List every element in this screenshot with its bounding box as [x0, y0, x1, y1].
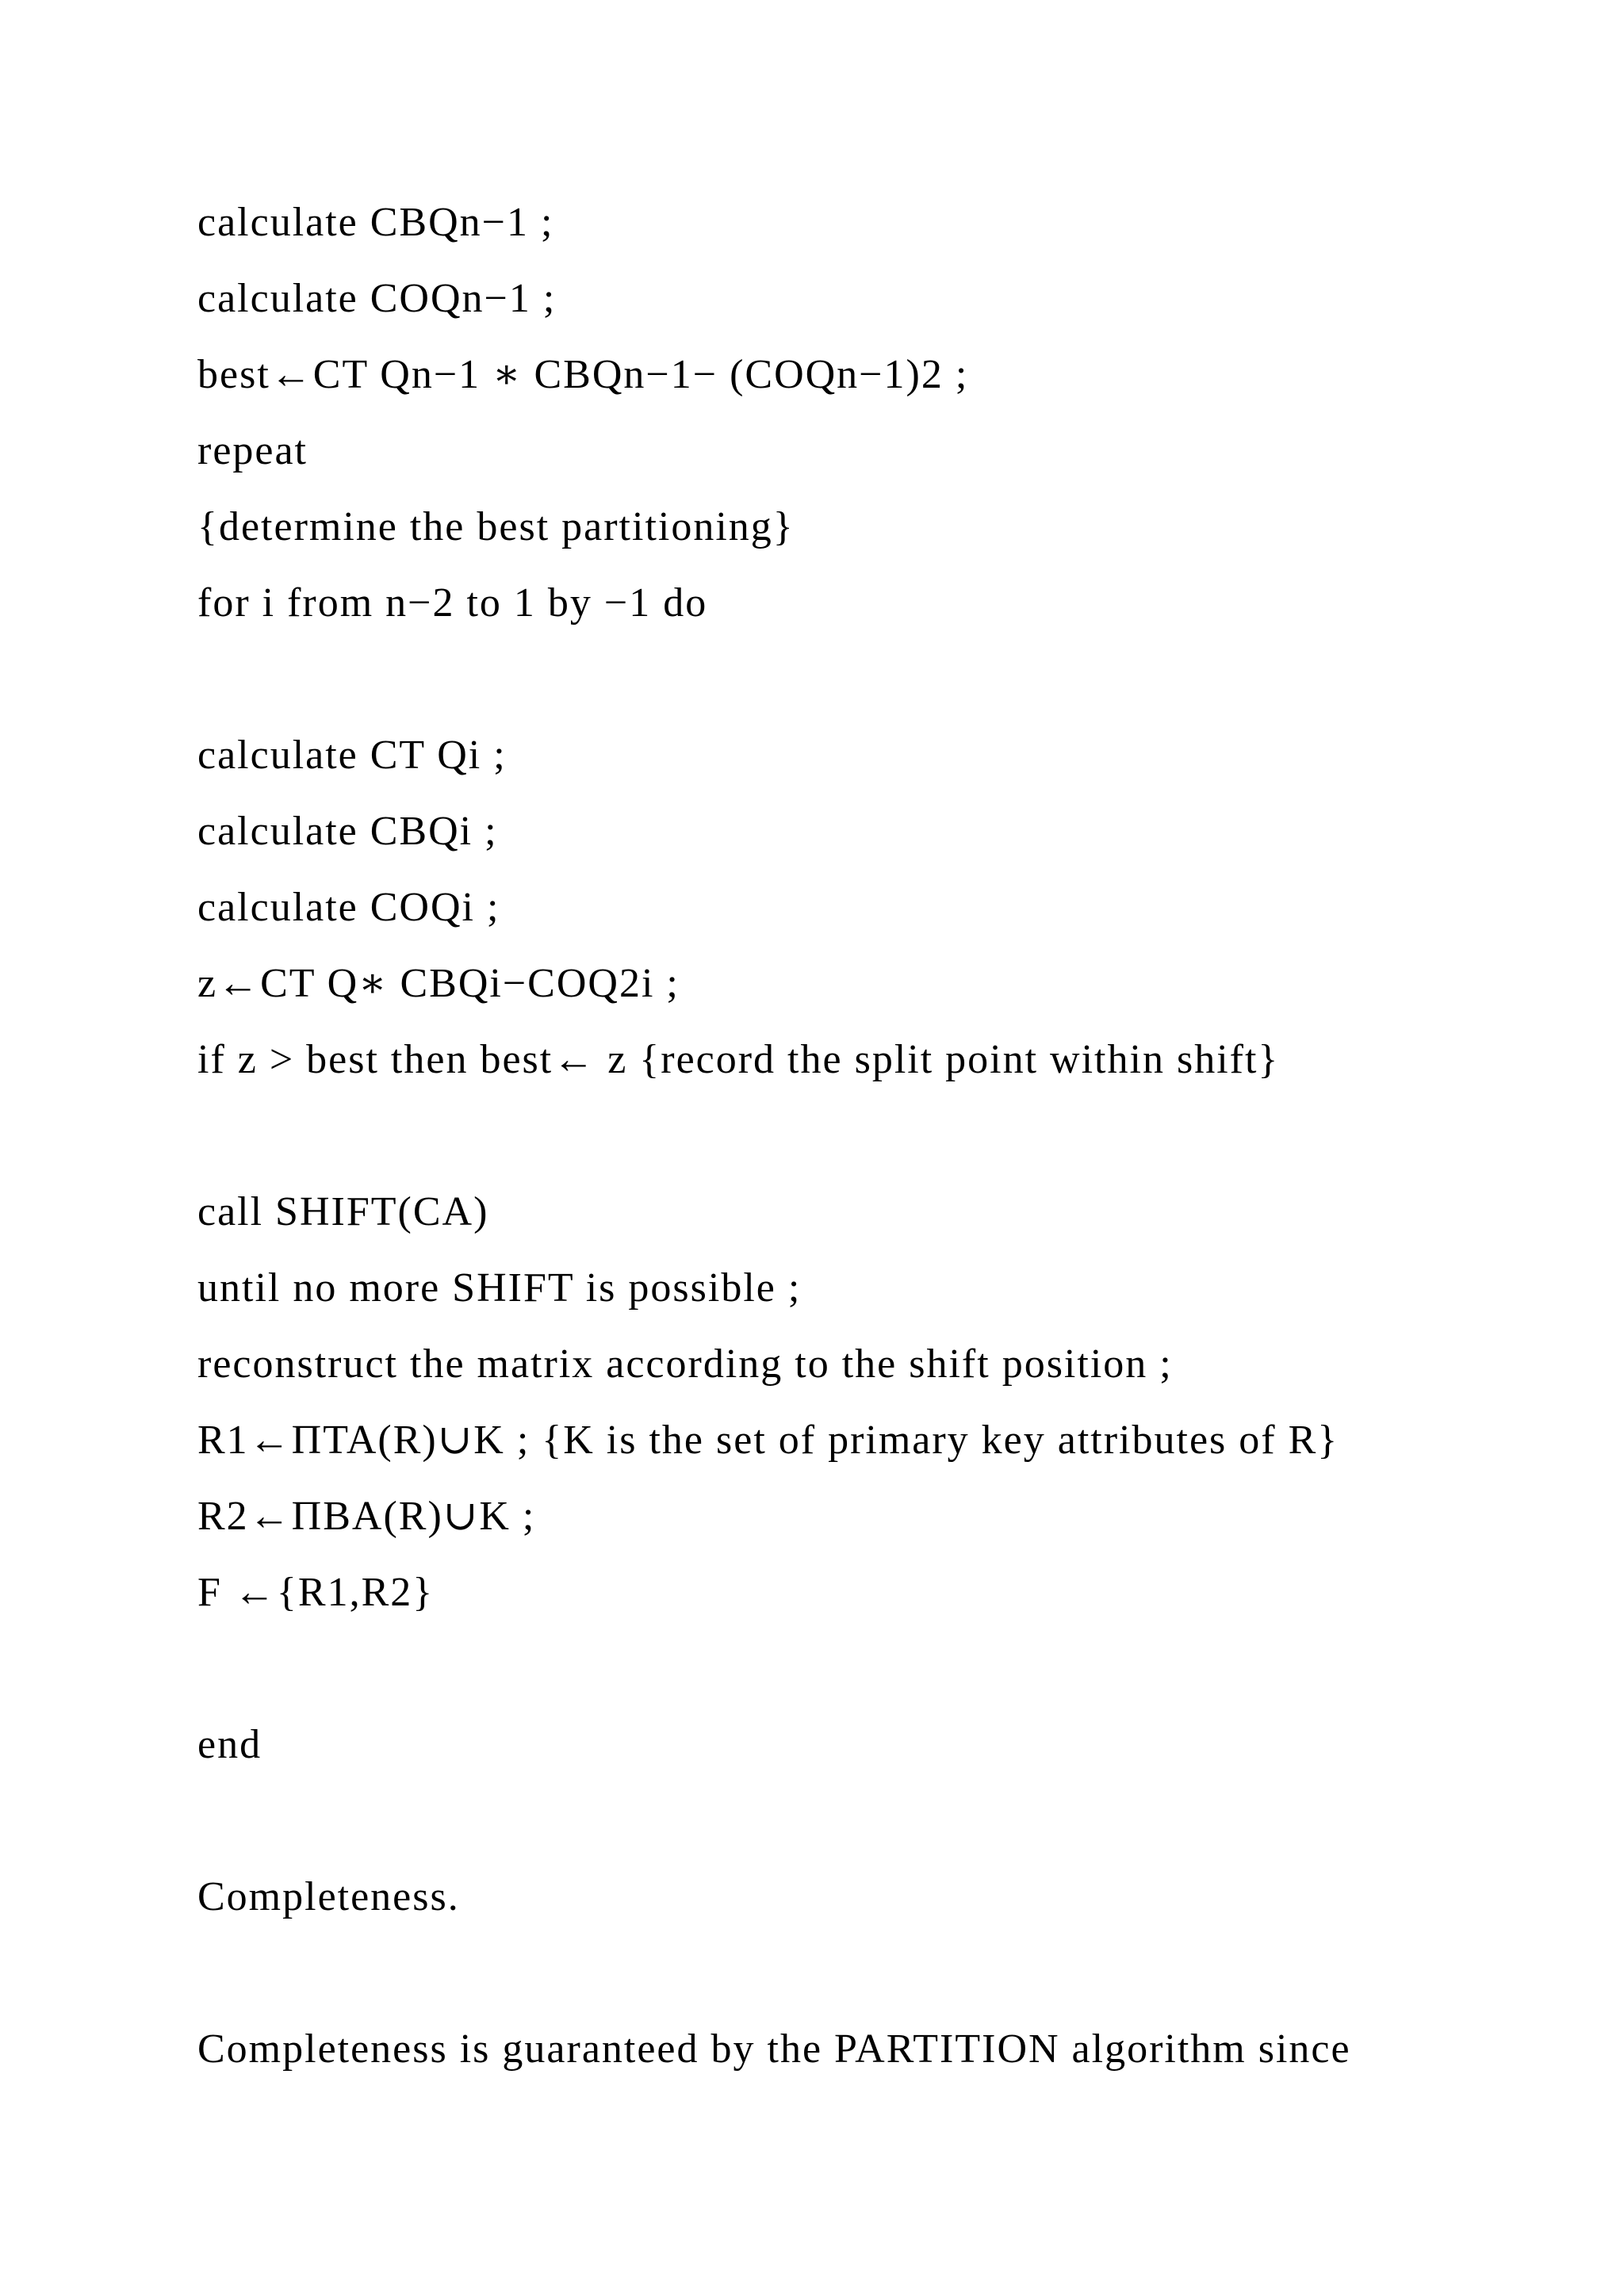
algorithm-line: z←CT Q∗ CBQi−COQ2i ; — [197, 961, 680, 1006]
algorithm-line: for i from n−2 to 1 by −1 do — [197, 580, 708, 626]
section-heading: Completeness. — [197, 1874, 460, 1919]
algorithm-line: F ←{R1,R2} — [197, 1570, 435, 1615]
algorithm-line: call SHIFT(CA) — [197, 1189, 489, 1234]
paragraph-text: Completeness is guaranteed by the PARTITION algorithm since — [197, 2026, 1351, 2072]
algorithm-line: calculate CBQi ; — [197, 809, 498, 854]
algorithm-line: if z > best then best← z {record the split point within shift} — [197, 1037, 1280, 1082]
algorithm-end: end — [197, 1722, 262, 1767]
algorithm-line: R1←ΠTA(R)∪K ; {K is the set of primary key attributes of R} — [197, 1418, 1339, 1463]
algorithm-line: reconstruct the matrix according to the shift position ; — [197, 1341, 1173, 1387]
algorithm-line: calculate COQi ; — [197, 885, 500, 930]
algorithm-line: until no more SHIFT is possible ; — [197, 1265, 802, 1311]
algorithm-line: calculate CBQn−1 ; — [197, 200, 554, 245]
algorithm-line: repeat — [197, 428, 308, 473]
algorithm-line: {determine the best partitioning} — [197, 504, 795, 549]
algorithm-line: calculate COQn−1 ; — [197, 276, 557, 321]
algorithm-line: best←CT Qn−1 ∗ CBQn−1− (COQn−1)2 ; — [197, 352, 969, 397]
algorithm-line: calculate CT Qi ; — [197, 733, 507, 778]
algorithm-line: R2←ΠBA(R)∪K ; — [197, 1494, 536, 1539]
